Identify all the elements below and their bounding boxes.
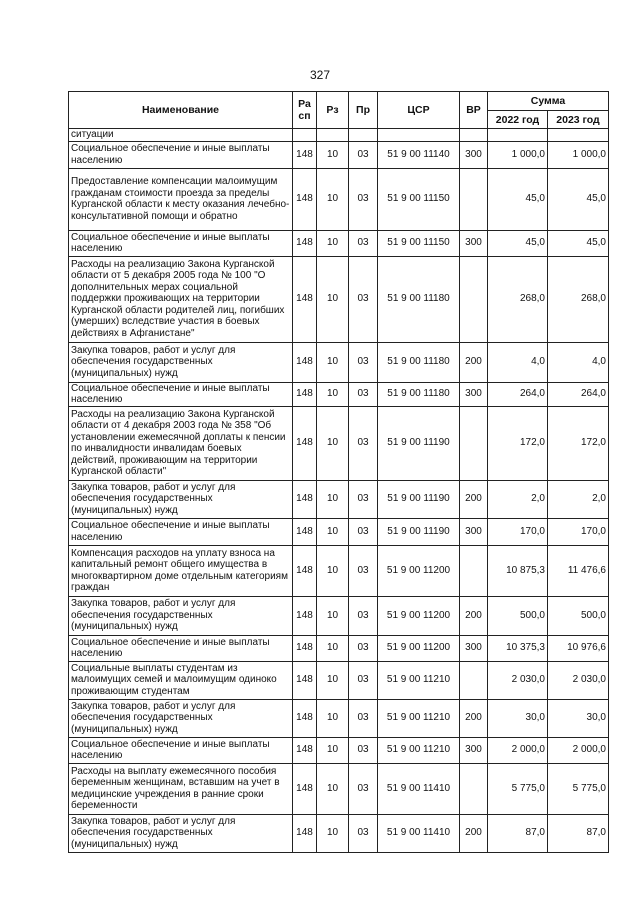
header-rasp: [293, 92, 317, 129]
cell-sum-2022: 45,0: [488, 230, 548, 256]
cell-rasp: 148: [293, 596, 317, 635]
cell-vr: [460, 406, 488, 480]
cell-rz: 10: [317, 814, 349, 852]
cell-pr: 03: [349, 342, 378, 382]
cell-vr: 300: [460, 230, 488, 256]
cell-sum-2023: 5 775,0: [548, 763, 609, 814]
header-year-2022: 2022 год: [488, 111, 548, 129]
cell-name: Предоставление компенсации малоимущим гражданам стоимости проезда за пределы Курганской области к месту оказания лечебно-консультативной помощи и обратно: [69, 168, 293, 230]
cell-name: ситуации: [69, 129, 293, 142]
cell-rasp: 148: [293, 545, 317, 596]
cell-vr: [460, 545, 488, 596]
cell-sum-2022: 5 775,0: [488, 763, 548, 814]
cell-vr: 300: [460, 737, 488, 763]
cell-sum-2023: 11 476,6: [548, 545, 609, 596]
table-row: [69, 230, 609, 256]
header-rasp-bottom: сп: [298, 110, 311, 122]
cell-pr: [349, 129, 378, 142]
cell-rasp: 148: [293, 661, 317, 699]
cell-name: Социальное обеспечение и иные выплаты населению: [69, 230, 293, 256]
cell-rz: 10: [317, 635, 349, 661]
cell-sum-2022: 2 000,0: [488, 737, 548, 763]
cell-sum-2023: 2 030,0: [548, 661, 609, 699]
cell-name: Закупка товаров, работ и услуг для обеспечения государственных (муниципальных) нужд: [69, 596, 293, 635]
cell-csr: 51 9 00 11190: [378, 406, 460, 480]
cell-pr: 03: [349, 763, 378, 814]
cell-sum-2022: 10 875,3: [488, 545, 548, 596]
cell-rz: 10: [317, 168, 349, 230]
cell-name: Расходы на выплату ежемесячного пособия беременным женщинам, вставшим на учет в медицинские учреждения в ранние сроки беременности: [69, 763, 293, 814]
cell-vr: [460, 129, 488, 142]
cell-sum-2022: 1 000,0: [488, 141, 548, 168]
cell-csr: 51 9 00 11200: [378, 635, 460, 661]
header-rasp-top: Ра: [298, 98, 311, 110]
table-row: [69, 737, 609, 763]
cell-name: Закупка товаров, работ и услуг для обеспечения государственных (муниципальных) нужд: [69, 699, 293, 737]
cell-rasp: [293, 129, 317, 142]
cell-rz: 10: [317, 480, 349, 518]
cell-name: Социальное обеспечение и иные выплаты населению: [69, 518, 293, 545]
table-row: [69, 342, 609, 382]
cell-rasp: 148: [293, 699, 317, 737]
cell-name: Социальное обеспечение и иные выплаты населению: [69, 737, 293, 763]
cell-pr: 03: [349, 382, 378, 406]
cell-name: Компенсация расходов на уплату взноса на капитальный ремонт общего имущества в многоквартирном доме отдельным категориям граждан: [69, 545, 293, 596]
cell-csr: 51 9 00 11410: [378, 763, 460, 814]
cell-sum-2022: 45,0: [488, 168, 548, 230]
cell-pr: 03: [349, 141, 378, 168]
cell-sum-2023: 1 000,0: [548, 141, 609, 168]
cell-name: Социальные выплаты студентам из малоимущих семей и малоимущим одиноко проживающим студентам: [69, 661, 293, 699]
cell-rz: 10: [317, 545, 349, 596]
cell-csr: 51 9 00 11150: [378, 168, 460, 230]
cell-csr: 51 9 00 11200: [378, 596, 460, 635]
cell-vr: 300: [460, 382, 488, 406]
cell-name: Социальное обеспечение и иные выплаты населению: [69, 635, 293, 661]
cell-rasp: 148: [293, 256, 317, 342]
cell-rz: 10: [317, 596, 349, 635]
cell-sum-2023: 10 976,6: [548, 635, 609, 661]
cell-sum-2023: 268,0: [548, 256, 609, 342]
cell-csr: 51 9 00 11190: [378, 518, 460, 545]
cell-rasp: 148: [293, 635, 317, 661]
cell-sum-2023: 172,0: [548, 406, 609, 480]
cell-csr: 51 9 00 11180: [378, 256, 460, 342]
table-row: [69, 406, 609, 480]
cell-pr: 03: [349, 406, 378, 480]
cell-pr: 03: [349, 699, 378, 737]
table-row: [69, 129, 609, 142]
cell-pr: 03: [349, 814, 378, 852]
table-row: [69, 814, 609, 852]
cell-vr: 300: [460, 518, 488, 545]
table-row: [69, 256, 609, 342]
cell-rz: 10: [317, 256, 349, 342]
table-row: [69, 635, 609, 661]
cell-vr: [460, 256, 488, 342]
cell-sum-2022: 172,0: [488, 406, 548, 480]
cell-pr: 03: [349, 256, 378, 342]
cell-pr: 03: [349, 518, 378, 545]
cell-vr: [460, 763, 488, 814]
cell-name: Закупка товаров, работ и услуг для обеспечения государственных (муниципальных) нужд: [69, 814, 293, 852]
cell-sum-2022: 268,0: [488, 256, 548, 342]
cell-csr: 51 9 00 11200: [378, 545, 460, 596]
cell-csr: 51 9 00 11180: [378, 342, 460, 382]
cell-name: Социальное обеспечение и иные выплаты населению: [69, 382, 293, 406]
cell-name: Закупка товаров, работ и услуг для обеспечения государственных (муниципальных) нужд: [69, 342, 293, 382]
cell-csr: 51 9 00 11210: [378, 661, 460, 699]
table-row: [69, 168, 609, 230]
table-row: [69, 699, 609, 737]
header-sum: Сумма: [488, 92, 609, 111]
cell-csr: 51 9 00 11210: [378, 699, 460, 737]
cell-sum-2022: [488, 129, 548, 142]
cell-sum-2023: 30,0: [548, 699, 609, 737]
cell-rz: 10: [317, 737, 349, 763]
cell-rz: 10: [317, 699, 349, 737]
cell-pr: 03: [349, 545, 378, 596]
cell-name: Расходы на реализацию Закона Курганской области от 5 декабря 2005 года № 100 "О дополнительных мерах социальной поддержки проживающих на территории Курганской области родителей лиц, погибших (умерших) вследствие участия в боевых действиях в Афганистане": [69, 256, 293, 342]
cell-csr: [378, 129, 460, 142]
cell-csr: 51 9 00 11410: [378, 814, 460, 852]
cell-sum-2022: 500,0: [488, 596, 548, 635]
table-row: [69, 596, 609, 635]
budget-table: [68, 91, 609, 853]
table-row: [69, 763, 609, 814]
cell-csr: 51 9 00 11180: [378, 382, 460, 406]
cell-sum-2023: 2,0: [548, 480, 609, 518]
cell-name: Социальное обеспечение и иные выплаты населению: [69, 141, 293, 168]
cell-vr: 200: [460, 699, 488, 737]
cell-rasp: 148: [293, 763, 317, 814]
cell-csr: 51 9 00 11210: [378, 737, 460, 763]
header-vr: ВР: [460, 92, 488, 129]
cell-sum-2022: 2 030,0: [488, 661, 548, 699]
cell-vr: [460, 168, 488, 230]
cell-vr: 200: [460, 596, 488, 635]
cell-sum-2022: 87,0: [488, 814, 548, 852]
cell-sum-2022: 30,0: [488, 699, 548, 737]
page-number: 327: [309, 68, 331, 82]
cell-sum-2023: [548, 129, 609, 142]
cell-rz: [317, 129, 349, 142]
cell-sum-2023: 45,0: [548, 168, 609, 230]
cell-rasp: 148: [293, 230, 317, 256]
cell-vr: 200: [460, 480, 488, 518]
cell-vr: 300: [460, 635, 488, 661]
cell-rz: 10: [317, 141, 349, 168]
table-row: [69, 480, 609, 518]
cell-rz: 10: [317, 342, 349, 382]
cell-rasp: 148: [293, 168, 317, 230]
table-row: [69, 661, 609, 699]
cell-name: Расходы на реализацию Закона Курганской области от 4 декабря 2003 года № 358 "Об установлении ежемесячной доплаты к пенсии по инвалидности инвалидам боевых действий, проживающим на территории Курганской области": [69, 406, 293, 480]
cell-name: Закупка товаров, работ и услуг для обеспечения государственных (муниципальных) нужд: [69, 480, 293, 518]
cell-csr: 51 9 00 11190: [378, 480, 460, 518]
cell-rasp: 148: [293, 342, 317, 382]
cell-pr: 03: [349, 596, 378, 635]
cell-pr: 03: [349, 737, 378, 763]
header-pr: Пр: [349, 92, 378, 129]
cell-sum-2022: 264,0: [488, 382, 548, 406]
header-csr: ЦСР: [378, 92, 460, 129]
header-year-2023: 2023 год: [548, 111, 609, 129]
cell-sum-2023: 264,0: [548, 382, 609, 406]
table-row: [69, 518, 609, 545]
cell-csr: 51 9 00 11150: [378, 230, 460, 256]
cell-pr: 03: [349, 230, 378, 256]
cell-rz: 10: [317, 382, 349, 406]
cell-sum-2022: 2,0: [488, 480, 548, 518]
cell-rasp: 148: [293, 814, 317, 852]
cell-vr: 200: [460, 342, 488, 382]
cell-rz: 10: [317, 661, 349, 699]
cell-rasp: 148: [293, 382, 317, 406]
table-row: [69, 382, 609, 406]
cell-sum-2022: 10 375,3: [488, 635, 548, 661]
header-rz: Рз: [317, 92, 349, 129]
cell-pr: 03: [349, 661, 378, 699]
cell-csr: 51 9 00 11140: [378, 141, 460, 168]
cell-sum-2023: 4,0: [548, 342, 609, 382]
cell-rasp: 148: [293, 406, 317, 480]
cell-rz: 10: [317, 230, 349, 256]
cell-vr: 200: [460, 814, 488, 852]
cell-rasp: 148: [293, 737, 317, 763]
cell-vr: [460, 661, 488, 699]
cell-pr: 03: [349, 480, 378, 518]
cell-sum-2022: 4,0: [488, 342, 548, 382]
cell-sum-2023: 45,0: [548, 230, 609, 256]
cell-rasp: 148: [293, 480, 317, 518]
cell-rasp: 148: [293, 141, 317, 168]
cell-vr: 300: [460, 141, 488, 168]
cell-sum-2023: 87,0: [548, 814, 609, 852]
cell-sum-2023: 2 000,0: [548, 737, 609, 763]
cell-sum-2023: 170,0: [548, 518, 609, 545]
cell-sum-2023: 500,0: [548, 596, 609, 635]
cell-pr: 03: [349, 168, 378, 230]
table-body: [69, 129, 609, 853]
table-row: [69, 545, 609, 596]
cell-rz: 10: [317, 518, 349, 545]
cell-rasp: 148: [293, 518, 317, 545]
cell-pr: 03: [349, 635, 378, 661]
table-row: [69, 141, 609, 168]
cell-rz: 10: [317, 406, 349, 480]
cell-sum-2022: 170,0: [488, 518, 548, 545]
header-name: Наименование: [69, 92, 293, 129]
cell-rz: 10: [317, 763, 349, 814]
